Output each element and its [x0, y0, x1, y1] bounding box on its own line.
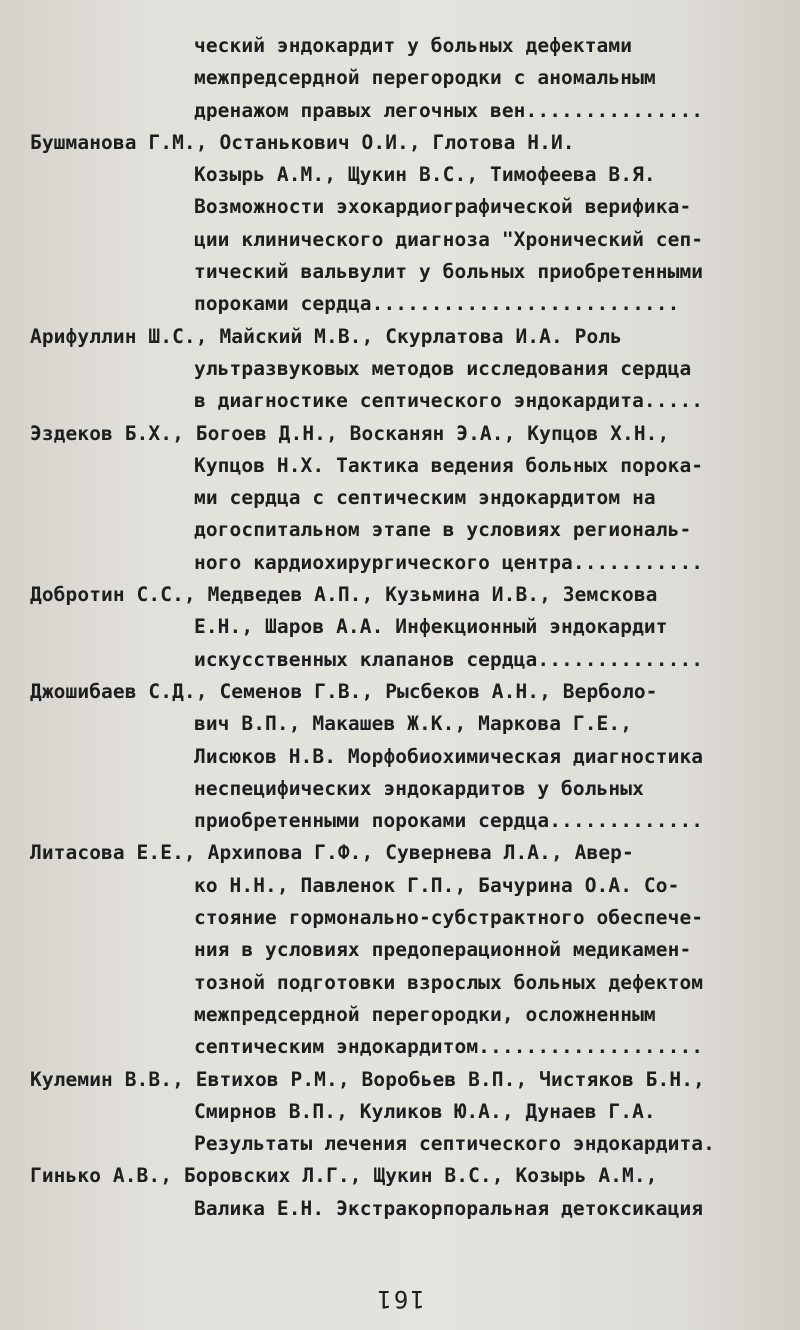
entry-authors-line: Эздеков Б.Х., Богоев Д.Н., Восканян Э.А., Купцов Х.Н., — [30, 421, 670, 445]
entry-authors-line: Арифуллин Ш.С., Майский М.В., Скурлатова И.А. Роль — [30, 324, 622, 348]
entry-authors-line: Добротин С.С., Медведев А.П., Кузьмина И.В., Земскова — [30, 583, 658, 607]
entry-text-line: стояние гормонально-субстрактного обеспече- — [194, 906, 704, 930]
entry-authors-line: Литасова Е.Е., Архипова Г.Ф., Сувернева Л.А., Авер- — [30, 841, 634, 865]
entry-text-line: пороками сердца.......................... — [194, 292, 680, 316]
table-of-contents — [30, 30, 775, 1225]
entry-text-line: ции клинического диагноза "Хронический сеп- — [194, 227, 704, 251]
entry-text-line: тический вальвулит у больных приобретенными — [194, 260, 704, 284]
entry-text-line: Возможности эхокардиографической верифика- — [194, 195, 692, 219]
entry-authors-line: Джошибаев С.Д., Семенов Г.В., Рысбеков А.Н., Верболо- — [30, 679, 658, 703]
entry-text-line: ми сердца с септическим эндокардитом на — [194, 486, 656, 510]
entry-text-line: вич В.П., Макашев Ж.К., Маркова Г.Е., — [194, 712, 633, 736]
entry-text-line: Лисюков Н.В. Морфобиохимическая диагностика — [194, 744, 704, 768]
entry-authors-line: Кулемин В.В., Евтихов Р.М., Воробьев В.П., Чистяков Б.Н., — [30, 1067, 705, 1091]
entry-text-line: ческий эндокардит у больных дефектами — [194, 34, 633, 57]
entry-text-line: тозной подготовки взрослых больных дефектом — [194, 970, 704, 994]
entry-authors-line: Бушманова Г.М., Останькович О.И., Глотова Н.И. — [30, 130, 575, 154]
entry-text-line: догоспитальном этапе в условиях региональ- — [194, 518, 692, 542]
entry-text-line: Козырь А.М., Щукин В.С., Тимофеева В.Я. — [194, 163, 656, 187]
entry-text-line: дренажом правых легочных вен............... — [194, 98, 704, 122]
entry-authors-line: Гинько А.В., Боровских Л.Г., Щукин В.С., Козырь А.М., — [30, 1164, 658, 1188]
entry-text-line: межпредсердной перегородки, осложненным — [194, 1002, 656, 1026]
entry-text-line: Результаты лечения септического эндокардита. — [194, 1132, 715, 1156]
entry-text-line: Е.Н., Шаров А.А. Инфекционный эндокардит — [194, 615, 668, 639]
entry-text-line: ния в условиях предоперационной медикамен- — [194, 938, 692, 962]
entry-text-line: Купцов Н.Х. Тактика ведения больных порока- — [194, 453, 704, 477]
entry-text-line: септическим эндокардитом................... — [194, 1035, 704, 1059]
entry-text-line: неспецифических эндокардитов у больных — [194, 776, 644, 800]
entry-text-line: ко Н.Н., Павленок Г.П., Бачурина О.А. Со- — [194, 873, 680, 897]
entry-text-line: приобретенными пороками сердца............. — [194, 809, 704, 833]
entry-text-line: искусственных клапанов сердца.............. — [194, 647, 704, 671]
entry-text-line: ного кардиохирургического центра........... — [194, 550, 704, 574]
entry-text-line: ультразвуковых методов исследования сердца — [194, 356, 692, 380]
entry-text-line: Валика Е.Н. Экстракорпоральная детоксикация — [194, 1196, 704, 1220]
entry-text-line: в диагностике септического эндокардита..... — [194, 389, 704, 413]
entry-text-line: Смирнов В.П., Куликов Ю.А., Дунаев Г.А. — [194, 1099, 656, 1123]
page-number: 161 — [375, 1285, 425, 1313]
entry-text-line: межпредсердной перегородки с аномальным — [194, 66, 656, 90]
